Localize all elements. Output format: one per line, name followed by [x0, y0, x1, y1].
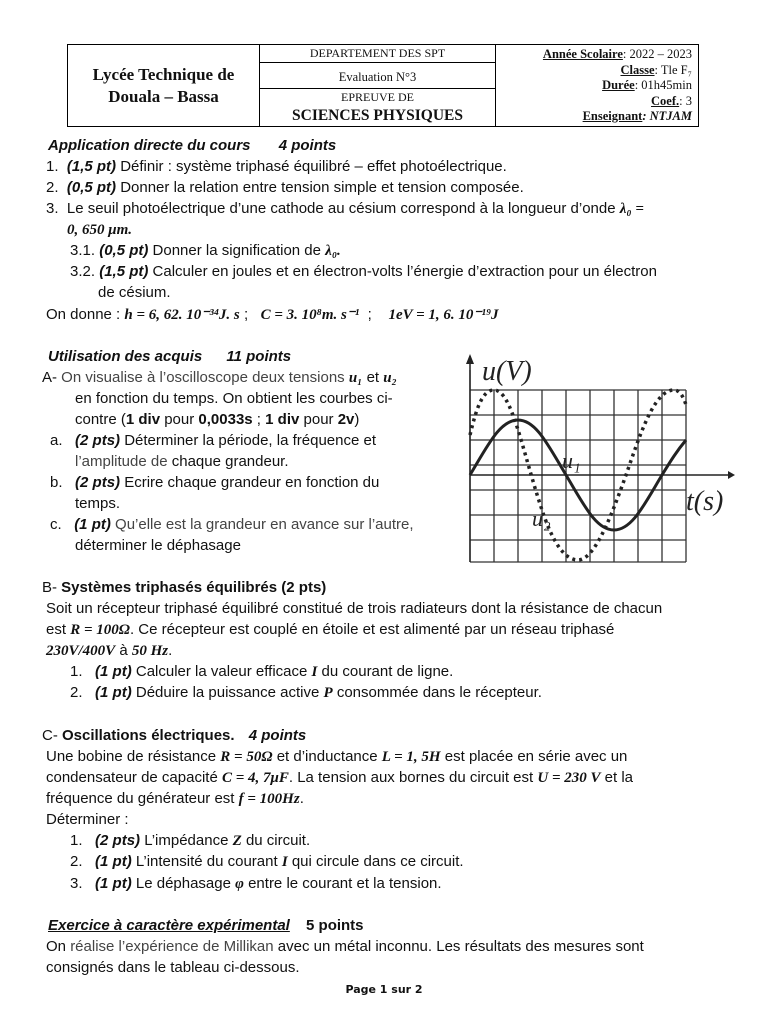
part5-points: 5 points [306, 917, 364, 934]
q-points: (1,5 pt) [99, 263, 149, 280]
text: . La tension aux bornes du circuit est [288, 769, 538, 786]
epreuve: EPREUVE DE [341, 90, 414, 104]
part2-points: 11 points [226, 348, 292, 365]
q-number: 3. [70, 875, 83, 892]
classe-value: : Tle F₇ [654, 62, 692, 77]
frequency-value: 50 Hz [131, 643, 169, 659]
symbol: φ [235, 876, 244, 892]
part1-q32 [70, 261, 750, 282]
time-per-div: 0,0033s [198, 411, 253, 428]
graph-y-label: u(V) [482, 356, 532, 387]
text: . [299, 790, 304, 807]
lambda-value: 0, 650 μm. [67, 222, 133, 238]
q-points: (2 pts) [75, 432, 121, 449]
part3-q1 [70, 661, 750, 683]
q-text: l’amplitude de [75, 453, 172, 470]
q-points: (1,5 pt) [66, 158, 117, 175]
q-text: Le déphasage [131, 875, 236, 892]
part5-line1 [46, 936, 726, 957]
q-points: (1 pt) [74, 516, 111, 533]
q-text: L’intensité du courant [131, 853, 282, 870]
part4-determine: Déterminer : [46, 811, 129, 828]
part1-q3-value [67, 219, 747, 241]
part4-q1 [70, 830, 750, 852]
text: et la [600, 769, 634, 786]
q-number: 3.1. [70, 242, 96, 259]
u1-symbol: u₁ [348, 370, 363, 386]
q-text: entre le courant et la tension. [243, 875, 442, 892]
q-text: du circuit. [241, 832, 311, 849]
voltage-value: 230V/400V [46, 643, 116, 659]
q-number: a. [50, 432, 63, 449]
q-text: Donner la signification de [148, 242, 326, 259]
q-number: 3.2. [70, 263, 96, 280]
lambda-symbol: λ₀ = [619, 201, 644, 217]
enseignant-value: : NTJAM [642, 109, 692, 123]
classe-label: Classe [620, 62, 655, 77]
q-text: consommée dans le récepteur. [332, 684, 542, 701]
symbol: Z [232, 833, 242, 849]
q-text: Déterminer la période, la fréquence et [120, 432, 377, 449]
text: réalise l’expérience de Millikan [70, 938, 274, 955]
q-number: 1. [70, 663, 83, 680]
part1-q32-cont: de césium. [98, 284, 171, 301]
part1-q1 [46, 156, 726, 177]
u2-symbol: u₂ [383, 370, 397, 386]
duree-label: Durée [602, 78, 635, 92]
q-text: Le seuil photoélectrique d’une cathode au césium correspond à la longueur d’onde [66, 200, 620, 217]
q-number: 3. [46, 200, 59, 217]
part2-qa [50, 430, 450, 451]
pour: pour [160, 411, 199, 428]
q-number: c. [50, 516, 62, 533]
enseignant-label: Enseignant [582, 109, 643, 123]
text: à [115, 642, 132, 659]
part2-qb-cont: temps. [75, 495, 121, 512]
part3-line1: Soit un récepteur triphasé équilibré constitué de trois radiateurs dont la résistance de chacun [46, 600, 663, 617]
text: condensateur de capacité [46, 769, 222, 786]
exam-meta [496, 45, 698, 126]
q-text: Qu’elle est la grandeur en avance sur l’autre, [110, 516, 414, 533]
text: est placée en série avec un [440, 748, 628, 765]
paren: ) [354, 411, 360, 428]
q-points: (1 pt) [95, 663, 132, 680]
school-line-1: Lycée Technique de [92, 64, 235, 84]
text: est [46, 621, 71, 638]
pour: pour [299, 411, 338, 428]
q-number: 2. [70, 684, 83, 701]
part3-title: Systèmes triphasés équilibrés [61, 579, 278, 596]
exam-info [260, 45, 496, 126]
section-label: C- [42, 727, 58, 744]
div-label: 1 div [125, 411, 161, 428]
q-number: 1. [70, 832, 83, 849]
part1-points: 4 points [278, 137, 337, 154]
resistance-value: R = 50Ω [220, 749, 273, 765]
graph-u2-label: u₂ [532, 506, 551, 531]
part3-q2 [70, 682, 750, 704]
q-text: Calculer la valeur efficace [131, 663, 312, 680]
q-points: (0,5 pt) [99, 242, 149, 259]
q-points: (2 pts) [95, 832, 141, 849]
symbol: I [281, 854, 288, 870]
part3-line3 [46, 640, 726, 662]
q-points: (1 pt) [95, 875, 132, 892]
part4-line3 [46, 788, 726, 810]
text: . [168, 642, 173, 659]
planck-constant: h = 6, 62. 10⁻³⁴J. s [124, 307, 240, 323]
oscilloscope-graph [460, 350, 735, 565]
q-text: chaque grandeur. [171, 453, 289, 470]
annee-label: Année Scolaire [542, 47, 623, 61]
q-points: (1 pt) [95, 853, 132, 870]
annee-value: : 2022 – 2023 [622, 47, 692, 61]
div-label: 1 div [265, 411, 300, 428]
page-number: Page 1 sur 2 [345, 983, 423, 996]
q-number: 1. [46, 158, 59, 175]
lambda-symbol: λ₀. [325, 243, 341, 259]
header-table [67, 44, 699, 127]
text: avec un métal inconnu. Les résultats des mesures sont [273, 938, 644, 955]
q-number: b. [50, 474, 63, 491]
duree-value: : 01h45min [634, 78, 692, 92]
q-text: Définir : système triphasé équilibré – effet photoélectrique. [116, 158, 507, 175]
subject: SCIENCES PHYSIQUES [292, 107, 463, 124]
coef-label: Coef. [651, 93, 680, 108]
part4-q3 [70, 873, 750, 895]
q-number: 2. [70, 853, 83, 870]
separator: ; [252, 411, 266, 428]
part2-title: Utilisation des acquis [48, 348, 203, 365]
part3-line2 [46, 619, 726, 641]
frequency-value: f = 100Hz [238, 791, 300, 807]
q-text: Calculer en joules et en électron-volts l’énergie d’extraction pour un électron [148, 263, 657, 280]
q-points: (0,5 pt) [66, 179, 117, 196]
text: . Ce récepteur est couplé en étoile et est alimenté par un réseau triphasé [129, 621, 615, 638]
q-points: (2 pts) [75, 474, 121, 491]
part4-points: 4 points [248, 727, 307, 744]
part5-title: Exercice à caractère expérimental [48, 917, 290, 934]
part4-q2 [70, 851, 750, 873]
part2-a-line2: en fonction du temps. On obtient les courbes ci- [75, 390, 393, 407]
a-text: contre ( [75, 411, 126, 428]
q-text: Donner la relation entre tension simple et tension composée. [116, 179, 524, 196]
section-label: A- [42, 369, 57, 386]
q-text: qui circule dans ce circuit. [287, 853, 464, 870]
school-line-2: Douala – Bassa [108, 86, 219, 106]
coef-value: : 3 [679, 93, 692, 108]
part1-q3 [46, 198, 726, 220]
x-axis-arrow-icon [728, 471, 735, 479]
conjunction: et [362, 369, 384, 386]
part4-line2 [46, 767, 726, 789]
part1-q31 [70, 240, 750, 262]
school-name [68, 45, 260, 126]
part4-title: Oscillations électriques. [62, 727, 235, 744]
q-text: Ecrire chaque grandeur en fonction du [120, 474, 380, 491]
part1-q2 [46, 177, 726, 198]
department: DEPARTEMENT DES SPT [260, 45, 495, 63]
symbol: P [323, 685, 333, 701]
q-number: 2. [46, 179, 59, 196]
part1-heading [48, 135, 728, 156]
part5-heading [48, 915, 728, 936]
graph-u1-label: u₁ [562, 448, 581, 473]
text: Une bobine de résistance [46, 748, 221, 765]
q-text: L’impédance [140, 832, 233, 849]
light-speed: C = 3. 10⁸m. s⁻¹ [260, 307, 360, 323]
evaluation: Evaluation N°3 [260, 63, 495, 89]
a-text: On visualise à l’oscilloscope deux tensions [61, 369, 349, 386]
voltage-value: U = 230 V [537, 770, 601, 786]
inductance-value: L = 1, 5H [381, 749, 441, 765]
q-text: Déduire la puissance active [131, 684, 324, 701]
given-label: On donne : [46, 306, 125, 323]
part1-given: On donne : h = 6, 62. 10⁻³⁴J. s ; C = 3. 10⁸m. s⁻¹ ; 1eV = 1, 6. 10⁻¹⁹J [46, 306, 499, 323]
text: fréquence du générateur est [46, 790, 239, 807]
section-label: B- [42, 579, 57, 596]
text: On [46, 938, 71, 955]
symbol: I [311, 664, 318, 680]
part5-line2: consignés dans le tableau ci-dessous. [46, 959, 300, 976]
part4-line1 [46, 746, 726, 768]
q-points: (1 pt) [95, 684, 132, 701]
resistance-value: R = 100Ω [70, 622, 130, 638]
capacitance-value: C = 4, 7μF [221, 770, 289, 786]
text: et d’inductance [272, 748, 382, 765]
part1-title: Application directe du cours [48, 137, 251, 154]
part4-heading [42, 725, 722, 746]
part2-qc-cont: déterminer le déphasage [75, 537, 241, 554]
volt-per-div: 2v [337, 411, 355, 428]
part3-points: (2 pts) [281, 579, 327, 596]
q-text: du courant de ligne. [317, 663, 454, 680]
part3-heading [42, 577, 722, 598]
graph-x-label: t(s) [686, 486, 724, 517]
electron-volt: 1eV = 1, 6. 10⁻¹⁹J [388, 307, 499, 323]
